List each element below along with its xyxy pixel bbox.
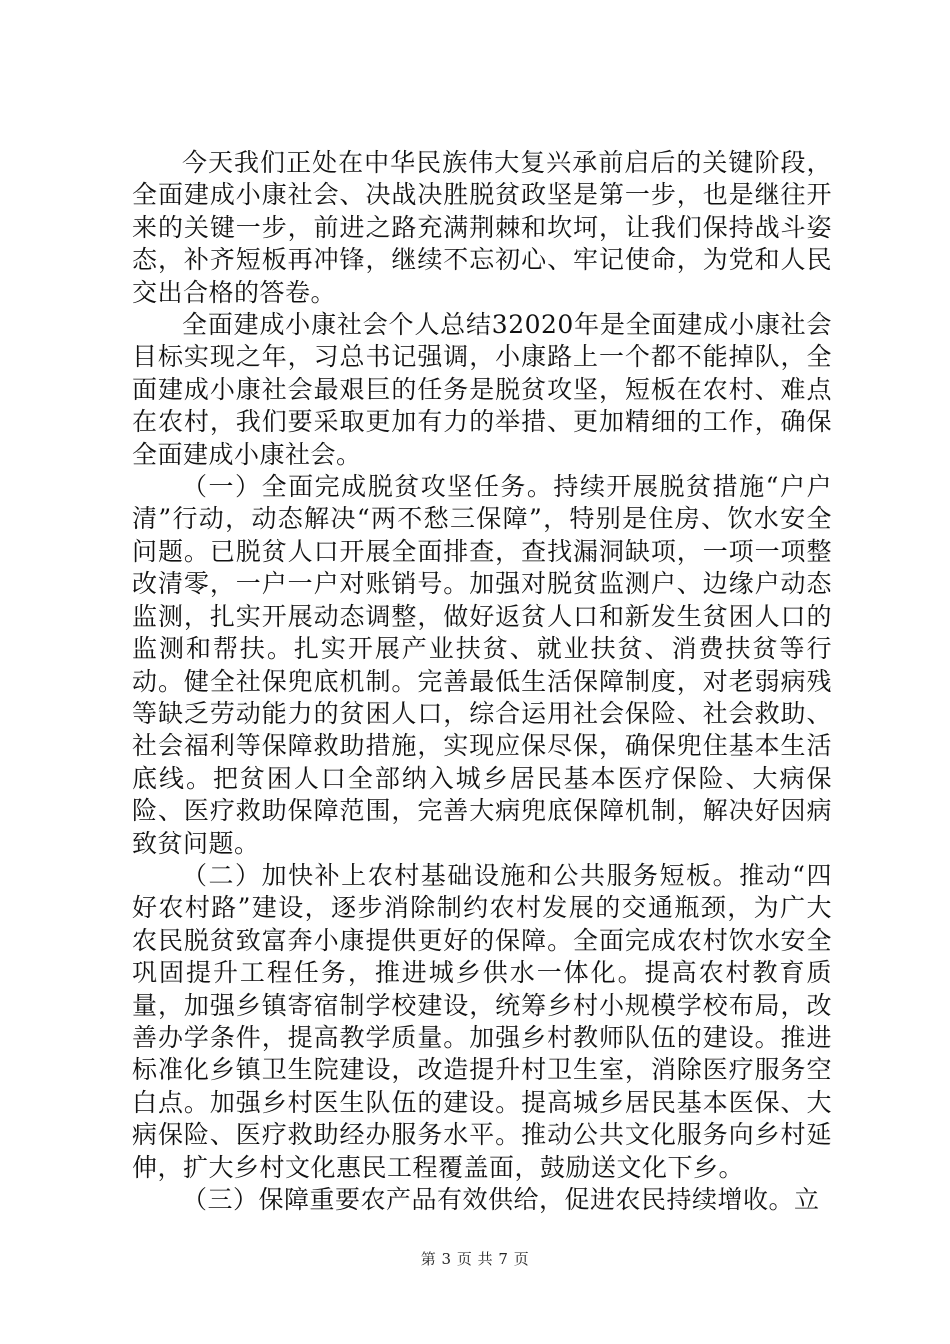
paragraph-1: 今天我们正处在中华民族伟大复兴承前启后的关键阶段，全面建成小康社会、决战决胜脱贫政坚是第一步，也是继往开来的关键一步，前进之路充满荆棘和坎坷，让我们保持战斗姿态，补齐短板再冲锋，继续不忘初心、牢记使命，为党和人民交出合格的答卷。 <box>132 148 832 307</box>
paragraph-3: （一）全面完成脱贫攻坚任务。持续开展脱贫措施“户户清”行动，动态解决“两不愁三保障”，特别是住房、饮水安全问题。已脱贫人口开展全面排查，查找漏洞缺项，一项一项整改清零，一户一户对账销号。加强对脱贫监测户、边缘户动态监测，扎实开展动态调整，做好返贫人口和新发生贫困人口的监测和帮扶。扎实开展产业扶贫、就业扶贫、消费扶贫等行动。健全社保兜底机制。完善最低生活保障制度，对老弱病残等缺乏劳动能力的贫困人口，综合运用社会保险、社会救助、社会福利等保障救助措施，实现应保尽保，确保兜住基本生活底线。把贫困人口全部纳入城乡居民基本医疗保险、大病保险、医疗救助保障范围，完善大病兜底保障机制，解决好因病致贫问题。 <box>132 472 832 858</box>
page-footer: 第 3 页 共 7 页 <box>420 1250 530 1268</box>
paragraph-2: 全面建成小康社会个人总结32020年是全面建成小康社会目标实现之年，习总书记强调，小康路上一个都不能掉队，全面建成小康社会最艰巨的任务是脱贫攻坚，短板在农村、难点在农村，我们要采取更加有力的举措、更加精细的工作，确保全面建成小康社会。 <box>132 310 832 469</box>
paragraph-5: （三）保障重要农产品有效供给，促进农民持续增收。立 <box>182 1185 820 1214</box>
paragraph-4: （二）加快补上农村基础设施和公共服务短板。推动“四好农村路”建设，逐步消除制约农村发展的交通瓶颈，为广大农民脱贫致富奔小康提供更好的保障。全面完成农村饮水安全巩固提升工程任务，推进城乡供水一体化。提高农村教育质量，加强乡镇寄宿制学校建设，统筹乡村小规模学校布局，改善办学条件，提高教学质量。加强乡村教师队伍的建设。推进标准化乡镇卫生院建设，改造提升村卫生室，消除医疗服务空白点。加强乡村医生队伍的建设。提高城乡居民基本医保、大病保险、医疗救助经办服务水平。推动公共文化服务向乡村延伸，扩大乡村文化惠民工程覆盖面，鼓励送文化下乡。 <box>132 860 832 1182</box>
document-body <box>132 147 832 1216</box>
